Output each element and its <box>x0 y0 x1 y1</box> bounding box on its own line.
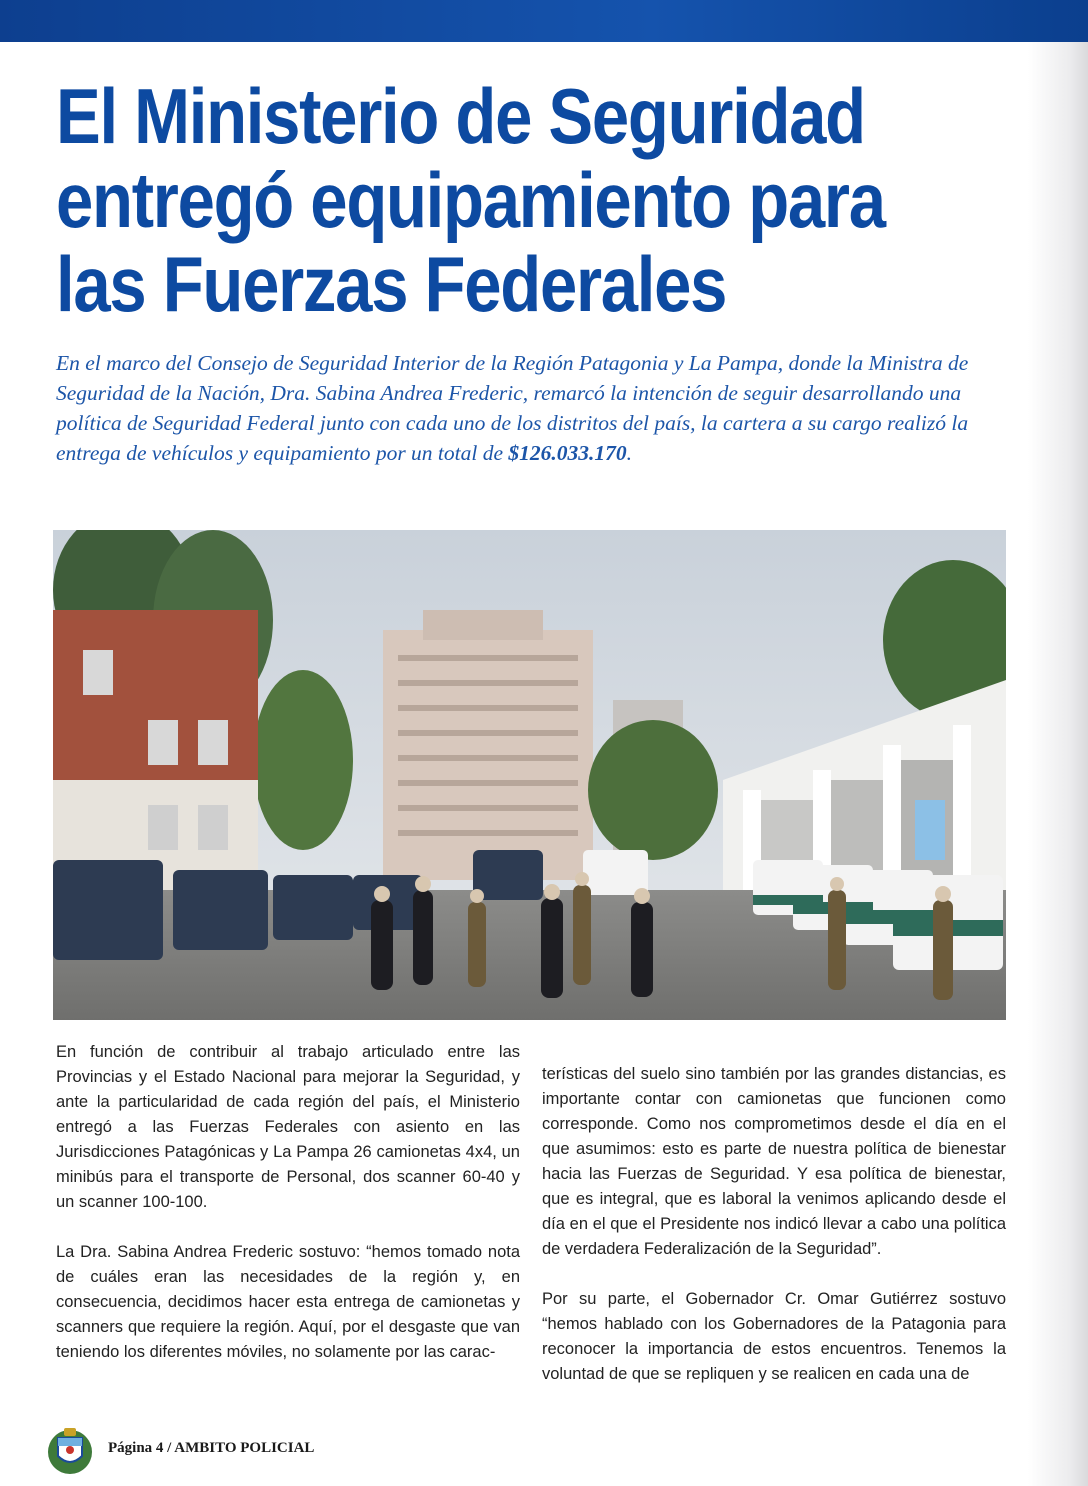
article-lead <box>56 348 1016 468</box>
body-paragraph: La Dra. Sabina Andrea Frederic sostuvo: “hemos tomado nota de cuáles eran las necesidades de la región y, en consecuencia, decidimos hacer esta entrega de camionetas y scanners que requiere la región. Aquí, por el desgaste que van teniendo los diferentes móviles, no solamente por las carac- <box>56 1243 520 1361</box>
text-column-right <box>542 1062 1006 1412</box>
lead-text: En el marco del Consejo de Seguridad Interior de la Región Patagonia y La Pampa, donde la Ministra de Seguridad de la Nación, Dra. Sabina Andrea Frederic, remarcó la intención de seguir desarrollando una política de Seguridad Federal junto con cada uno de los distritos del país, la cartera a su cargo realizó la entrega de vehículos y equipamiento por un total de <box>56 351 969 465</box>
lead-amount: $126.033.170 <box>508 441 627 465</box>
footer-page-label: Página 4 / AMBITO POLICIAL <box>108 1440 315 1456</box>
page-fold-shadow <box>1028 42 1088 1486</box>
photo-illustration <box>53 530 1006 1020</box>
police-seal-icon <box>46 1424 94 1476</box>
body-paragraph: En función de contribuir al trabajo articulado entre las Provincias y el Estado Nacional para mejorar la Seguridad, y ante la particularidad de cada región del país, el Ministerio entregó a las Fuerzas Federales con asiento en las Jurisdicciones Patagónicas y La Pampa 26 camionetas 4x4, un minibús para el transporte de Personal, dos scanner 60-40 y un scanner 100-100. <box>56 1043 520 1211</box>
body-paragraph: terísticas del suelo sino también por las grandes distancias, es importante contar con camionetas que funcionen como corresponde. Como nos comprometimos desde el día en el que asumimos: esto es parte de nuestra política de bienestar hacia las Fuerzas de Seguridad. Y esa política de bienestar, que es integral, que es laboral la venimos aplicando desde el día en el que el Presidente nos indicó llevar a cabo una política de verdadera Federalización de la Seguridad”. <box>542 1065 1006 1258</box>
article-photo <box>53 530 1006 1020</box>
article-title: El Ministerio de Seguridad entregó equipamiento para las Fuerzas Federales <box>56 72 885 328</box>
lead-end: . <box>626 441 633 465</box>
top-color-bar <box>0 0 1088 42</box>
body-paragraph: Por su parte, el Gobernador Cr. Omar Gutiérrez sostuvo “hemos hablado con los Gobernadores de la Patagonia para reconocer la importancia de estos encuentros. Tenemos la voluntad de que se repliquen y se realicen en cada una de <box>542 1290 1006 1383</box>
text-column-left <box>56 1040 520 1390</box>
page-footer <box>46 1424 446 1480</box>
